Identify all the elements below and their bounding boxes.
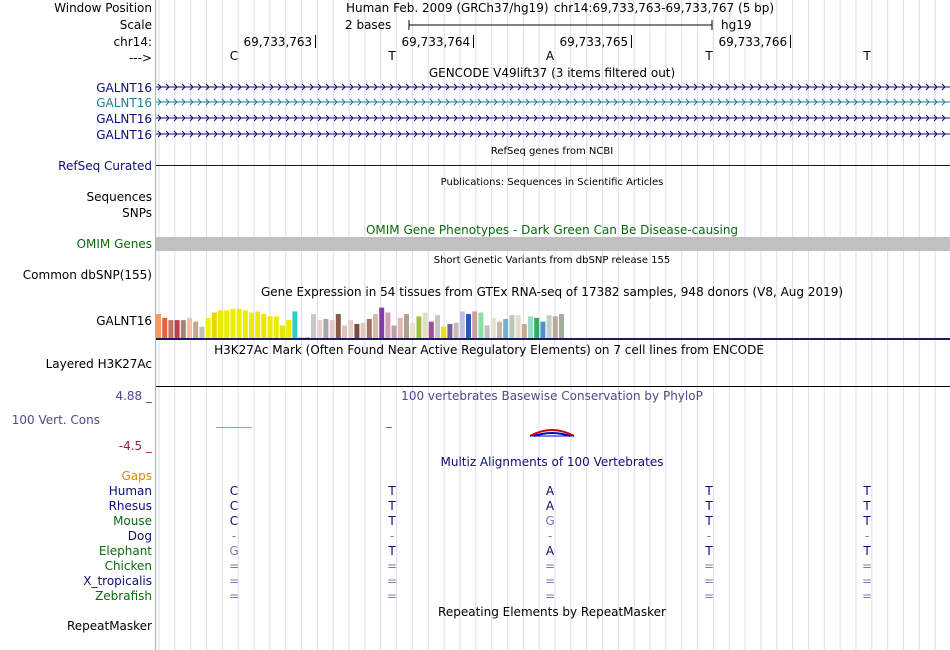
alignment-base: = [861,559,873,573]
omim-label[interactable]: OMIM Genes [76,237,152,251]
gtex-tissue-bar[interactable] [522,324,527,338]
gaps-label: Gaps [121,469,152,483]
alignment-base: T [388,514,396,528]
dbsnp-label[interactable]: Common dbSNP(155) [22,268,152,282]
gtex-tissue-bar[interactable] [385,313,390,338]
coordinate-label: 69,733,764 [401,35,471,49]
alignment-base: G [229,544,239,558]
gtex-tissue-bar[interactable] [286,320,291,338]
gtex-tissue-bar[interactable] [547,315,552,338]
track-labels [0,0,156,650]
gtex-tissue-bar[interactable] [398,318,403,338]
gtex-tissue-bar[interactable] [212,313,217,338]
gtex-tissue-bar[interactable] [175,320,180,338]
alignment-base: = [703,559,715,573]
gencode-item-label[interactable]: GALNT16 [96,96,152,110]
alignment-base: G [545,514,555,528]
alignment-base: T [388,499,396,513]
gtex-tissue-bar[interactable] [367,319,372,338]
coordinate-label: 69,733,766 [718,35,788,49]
gtex-baseline [156,338,950,340]
publications-sequences-label[interactable]: Sequences [86,190,152,204]
gtex-tissue-bar[interactable] [435,315,440,338]
scale-label: Scale [119,18,152,32]
species-label[interactable]: Dog [127,529,152,543]
chrom-label: chr14: [113,35,152,49]
species-label[interactable]: X_tropicalis [83,574,152,588]
alignment-base: C [229,499,239,513]
alignment-base: C [229,514,239,528]
alignment-base: = [544,574,556,588]
gtex-tissue-bar[interactable] [559,314,564,338]
refseq-gene-line[interactable] [156,165,950,166]
alignment-base: - [706,529,712,543]
gencode-item-label[interactable]: GALNT16 [96,81,152,95]
alignment-base: - [231,529,237,543]
scale-bar [408,18,714,32]
alignment-base: = [703,574,715,588]
reference-base: T [863,49,871,63]
gtex-tissue-bar[interactable] [342,325,347,338]
alignment-base: T [705,484,713,498]
gtex-tissue-bar[interactable] [466,314,471,338]
gtex-tissue-bar[interactable] [485,325,490,338]
track-area[interactable] [156,0,950,650]
coordinate-label: 69,733,765 [559,35,629,49]
coordinate-tick [631,35,632,48]
dbsnp-title[interactable]: Short Genetic Variants from dbSNP release 155 [433,255,671,266]
gtex-tissue-bar[interactable] [292,311,297,338]
gtex-tissue-bar[interactable] [410,323,415,338]
h3k27ac-baseline [156,386,950,387]
alignment-base: = [228,574,240,588]
gtex-tissue-bar[interactable] [534,318,539,338]
multiz-title[interactable]: Multiz Alignments of 100 Vertebrates [440,455,664,469]
reference-base: T [705,49,713,63]
species-label[interactable]: Rhesus [108,499,152,513]
gtex-tissue-bar[interactable] [336,314,341,338]
alignment-base: = [228,559,240,573]
alignment-base: = [861,574,873,588]
gtex-tissue-bar[interactable] [416,316,421,338]
alignment-base: = [544,559,556,573]
gtex-tissue-bar[interactable] [553,316,558,338]
species-label[interactable]: Human [108,484,152,498]
gtex-label[interactable]: GALNT16 [96,314,152,328]
repeatmasker-label[interactable]: RepeatMasker [66,619,152,633]
gtex-tissue-bar[interactable] [317,320,322,338]
alignment-base: = [386,559,398,573]
gtex-tissue-bar[interactable] [379,308,384,338]
alignment-base: T [705,514,713,528]
gtex-tissue-bar[interactable] [373,314,378,338]
species-label[interactable]: Mouse [113,514,152,528]
gtex-tissue-bar[interactable] [274,316,279,338]
reference-base: C [229,49,239,63]
gtex-tissue-bar[interactable] [503,319,508,338]
gtex-tissue-bar[interactable] [206,318,211,338]
gtex-tissue-bar[interactable] [497,322,502,338]
gtex-tissue-bar[interactable] [243,310,248,338]
alignment-base: - [864,529,870,543]
gtex-title[interactable]: Gene Expression in 54 tissues from GTEx RNA-seq of 17382 samples, 948 donors (V8, Aug 2019) [260,285,844,299]
gtex-tissue-bar[interactable] [193,322,198,338]
omim-feature-bar[interactable] [156,237,950,251]
gtex-tissue-bar[interactable] [187,318,192,338]
gtex-tissue-bar[interactable] [516,315,521,338]
h3k27ac-title[interactable]: H3K27Ac Mark (Often Found Near Active Regulatory Elements) on 7 cell lines from ENCODE [214,343,764,357]
gtex-bar-chart[interactable] [156,300,950,340]
alignment-base: T [863,514,871,528]
alignment-base: = [861,589,873,603]
alignment-base: C [229,484,239,498]
alignment-base: T [863,484,871,498]
alignment-base: T [705,499,713,513]
gtex-tissue-bar[interactable] [348,320,353,338]
gtex-tissue-bar[interactable] [540,322,545,338]
gtex-tissue-bar[interactable] [224,310,229,338]
gencode-item-label[interactable]: GALNT16 [96,128,152,142]
gtex-tissue-bar[interactable] [230,309,235,338]
refseq-label[interactable]: RefSeq Curated [58,159,152,173]
gtex-tissue-bar[interactable] [509,315,514,338]
coordinate-label: 69,733,763 [243,35,313,49]
species-label[interactable]: Elephant [98,544,152,558]
gtex-tissue-bar[interactable] [249,313,254,338]
gencode-item-label[interactable]: GALNT16 [96,112,152,126]
refseq-title[interactable]: RefSeq genes from NCBI [490,146,614,157]
gtex-tissue-bar[interactable] [491,318,496,338]
coordinate-tick [473,35,474,48]
phylop-title[interactable]: 100 vertebrates Basewise Conservation by PhyloP [401,389,703,403]
gtex-tissue-bar[interactable] [460,311,465,338]
alignment-base: = [703,589,715,603]
gtex-tissue-bar[interactable] [162,318,167,338]
species-label[interactable]: Zebrafish [95,589,152,603]
alignment-base: = [228,589,240,603]
gtex-tissue-bar[interactable] [404,314,409,338]
reference-base: T [388,49,396,63]
publications-snps-label[interactable]: SNPs [122,206,152,220]
assembly-text: Human Feb. 2009 (GRCh37/hg19) [346,1,549,15]
gtex-tissue-bar[interactable] [156,314,161,338]
coordinate-tick [315,35,316,48]
gtex-tissue-bar[interactable] [311,314,316,338]
window-position-label: Window Position [54,1,152,15]
alignment-base: T [388,544,396,558]
alignment-base: T [863,544,871,558]
scale-text: 2 bases [345,18,392,32]
alignment-base: - [547,529,553,543]
alignment-base: T [388,484,396,498]
gtex-tissue-bar[interactable] [528,316,533,338]
alignment-base: - [389,529,395,543]
gtex-tissue-bar[interactable] [423,313,428,338]
species-label[interactable]: Chicken [104,559,152,573]
publications-title[interactable]: Publications: Sequences in Scientific Articles [440,177,664,188]
gtex-tissue-bar[interactable] [255,311,260,338]
omim-title[interactable]: OMIM Gene Phenotypes - Dark Green Can Be Disease-causing [365,223,739,237]
gencode-genes[interactable] [156,80,950,144]
gtex-tissue-bar[interactable] [472,311,477,338]
alignment-base: A [545,499,555,513]
gtex-tissue-bar[interactable] [218,310,223,338]
gtex-tissue-bar[interactable] [429,322,434,338]
gtex-tissue-bar[interactable] [168,320,173,338]
coordinate-tick [790,35,791,48]
phylop-max-label: 4.88 _ [115,389,152,403]
phylop-signal[interactable] [156,420,950,446]
phylop-min-label: -4.5 _ [118,439,152,453]
alignment-base: A [545,544,555,558]
h3k27ac-label[interactable]: Layered H3K27Ac [45,357,152,371]
gtex-tissue-bar[interactable] [354,324,359,338]
strand-label: ---> [128,51,152,65]
gtex-tissue-bar[interactable] [392,325,397,338]
gtex-tissue-bar[interactable] [199,327,204,338]
gtex-tissue-bar[interactable] [261,314,266,338]
phylop-label[interactable]: 100 Vert. Cons [11,413,100,427]
gtex-tissue-bar[interactable] [323,319,328,338]
repeatmasker-title[interactable]: Repeating Elements by RepeatMasker [438,605,666,619]
reference-base: A [545,49,555,63]
gtex-tissue-bar[interactable] [361,323,366,338]
alignment-base: A [545,484,555,498]
gtex-tissue-bar[interactable] [447,324,452,338]
gtex-tissue-bar[interactable] [268,316,273,338]
gtex-tissue-bar[interactable] [330,320,335,338]
gencode-title[interactable]: GENCODE V49lift37 (3 items filtered out) [428,66,676,80]
gtex-tissue-bar[interactable] [441,327,446,338]
gtex-tissue-bar[interactable] [280,325,285,338]
gtex-tissue-bar[interactable] [454,323,459,338]
alignment-base: = [544,589,556,603]
alignment-base: = [386,574,398,588]
position-text: chr14:69,733,763-69,733,767 (5 bp) [554,1,775,15]
gtex-tissue-bar[interactable] [237,309,242,338]
alignment-base: T [705,544,713,558]
db-text: hg19 [721,18,752,32]
gtex-tissue-bar[interactable] [478,313,483,338]
alignment-base: = [386,589,398,603]
gtex-tissue-bar[interactable] [181,320,186,338]
alignment-base: T [863,499,871,513]
